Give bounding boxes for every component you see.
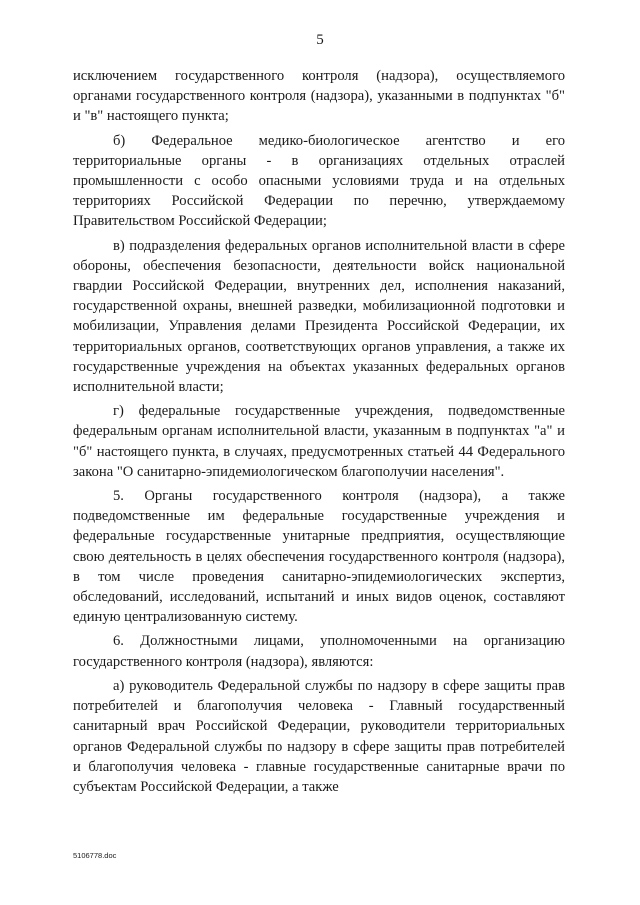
paragraph-clause-6: 6. Должностными лицами, уполномоченными на организацию государственного контроля (надзора), являются: (73, 633, 565, 670)
page-number: 5 (316, 32, 324, 48)
paragraph-clause-5: 5. Органы государственного контроля (надзора), а также подведомственные им федеральные государственные учреждения и федеральные государственные унитарные предприятия, осуществляющие свою деятельность в целях обеспечения государственного контроля (надзора), в том числе проведения санитарно-эпидемиологических экспертиз, обследований, исследований, испытаний и иных видов оценок, составляют единую централизованную систему. (73, 488, 565, 626)
footer-file-name: 5106778.doc (73, 851, 117, 860)
paragraph-item-a: а) руководитель Федеральной службы по надзору в сфере защиты прав потребителей и благополучия человека - Главный государственный санитарный врач Российской Федерации, руководители территориальных органов Федеральной службы по надзору в сфере защиты прав потребителей и благополучия человека - главные государственные санитарные врачи по субъектам Российской Федерации, а также (73, 677, 565, 795)
paragraph-item-g: г) федеральные государственные учреждения, подведомственные федеральным органам исполнительной власти, указанным в подпунктах "а" и "б" настоящего пункта, в случаях, предусмотренных статьей 44 Федерального закона "О санитарно-эпидемиологическом благополучии населения". (73, 403, 565, 480)
document-body (73, 66, 565, 797)
paragraph-item-b: б) Федеральное медико-биологическое агентство и его территориальные органы - в организациях отдельных отраслей промышленности с особо опасными условиями труда и на отдельных территориях Российской Федерации по перечню, утверждаемому Правительством Российской Федерации; (73, 132, 565, 230)
paragraph-continuation: исключением государственного контроля (надзора), осуществляемого органами государственного контроля (надзора), указанными в подпунктах "б" и "в" настоящего пункта; (73, 68, 565, 125)
paragraph-item-v: в) подразделения федеральных органов исполнительной власти в сфере обороны, обеспечения безопасности, деятельности войск национальной гвардии Российской Федерации, внутренних дел, исполнения наказаний, государственной охраны, внешней разведки, мобилизационной подготовки и мобилизации, Управления делами Президента Российской Федерации, их территориальных органов, соответствующих органов управления, а также их государственные учреждения на объектах указанных федеральных органов исполнительной власти; (73, 237, 565, 396)
